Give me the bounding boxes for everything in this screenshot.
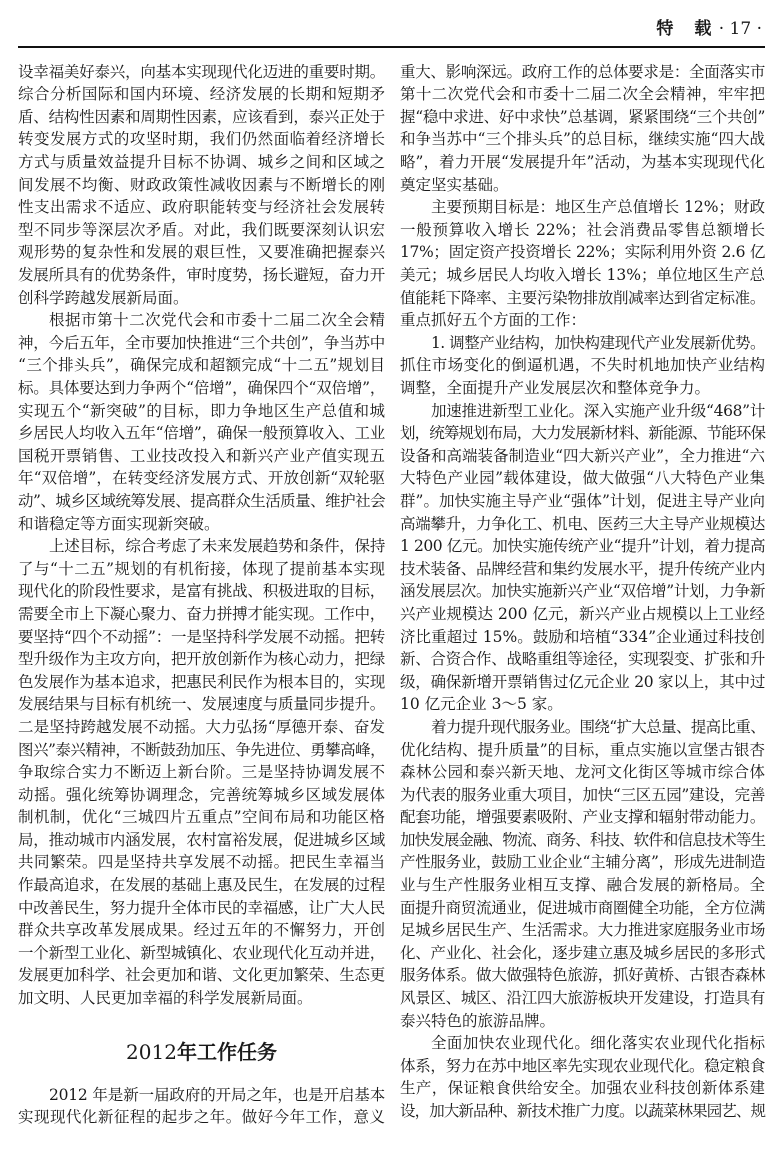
text-line: 实现现代化新征程的起步之年。做好今年工作，意义 — [18, 1108, 385, 1127]
text-line: 设，加大新品种、新技术推广力度。以蔬菜林果园艺、规 — [400, 1102, 765, 1120]
paragraph — [400, 400, 765, 716]
text-line: 需要全市上下凝心聚力、奋力拼搏才能实现。工作中， — [18, 604, 385, 623]
text-line: 美元；城乡居民人均收入增长 13%；单位地区生产总 — [400, 266, 765, 285]
text-line: 1. 调整产业结构，加快构建现代产业发展新优势。 — [431, 333, 765, 352]
text-line: 技术装备、品牌经营和集约发展水平，提升传统产业内 — [400, 559, 765, 578]
left-column — [18, 61, 385, 1129]
text-line: 服务体系。做大做强特色旅游，抓好黄桥、古银杏森林 — [400, 966, 765, 985]
page-number: · 17 · — [718, 19, 762, 39]
text-line: 型不同步等深层次矛盾。对此，我们既要深刻认识宏 — [18, 220, 385, 239]
text-line: 加快发展金融、物流、商务、科技、软件和信息技术等生 — [400, 830, 765, 849]
text-line: 图兴”泰兴精神，不断鼓劲加压、争先进位、勇攀高峰， — [18, 740, 385, 759]
text-line: 上述目标，综合考虑了未来发展趋势和条件，保持 — [49, 537, 385, 556]
text-line: 森林公园和泰兴新天地、龙河文化街区等城市综合体 — [400, 763, 765, 782]
text-line: 争取综合实力不断迈上新台阶。三是坚持协调发展不 — [18, 763, 385, 782]
text-line: 动摇。强化统筹协调理念，完善统筹城乡区域发展体 — [18, 785, 385, 804]
text-line: 制机制，优化“三城四片五重点”空间布局和功能区格 — [18, 808, 385, 827]
text-line: 局，推动城市内涵发展，农村富裕发展，促进城乡区域 — [18, 830, 385, 849]
text-line: 风景区、城区、沿江四大旅游板块开发建设，打造具有 — [400, 989, 765, 1008]
text-line: 奠定坚实基础。 — [400, 175, 509, 194]
left-paragraphs — [18, 61, 385, 1010]
text-line: 抓住市场变化的倒逼机遇，不失时机地加快产业结构 — [400, 356, 765, 375]
text-line: 新、合资合作、战略重组等途径，实现裂变、扩张和升 — [400, 650, 765, 669]
text-line: 方式与质量效益提升目标不协调、城乡之间和区域之 — [18, 153, 385, 172]
text-line: 发展更加科学、社会更加和谐、文化更加繁荣、生态更 — [18, 966, 385, 985]
text-line: 主要预期目标是：地区生产总值增长 12%；财政 — [431, 198, 765, 217]
text-line: 设幸福美好泰兴，向基本实现现代化迈进的重要时期。 — [18, 62, 385, 81]
text-line: 兴产业规模达 200 亿元，新兴产业占规模以上工业经 — [400, 604, 765, 623]
text-line: 观形势的复杂性和发展的艰巨性，又要准确把握泰兴 — [18, 243, 385, 262]
text-line: 略”，着力开展“发展提升年”活动，为基本实现现代化 — [400, 153, 765, 172]
text-line: 高端攀升，力争化工、机电、医药三大主导产业规模达 — [400, 514, 765, 533]
text-line: 17%；固定资产投资增长 22%；实际利用外资 2.6 亿 — [400, 243, 765, 262]
section-name: 特 载 — [656, 19, 714, 39]
paragraph — [400, 61, 765, 197]
text-line: 创科学跨越发展新局面。 — [18, 288, 189, 307]
text-line: 业与生产性服务业相互支撑、融合发展的新格局。全 — [400, 876, 765, 895]
text-line: 国税开票销售、工业技改投入和新兴产业产值实现五 — [18, 446, 385, 465]
text-line: 优化结构、提升质量”的目标，重点实施以宣堡古银杏 — [400, 740, 765, 759]
paragraph — [400, 196, 765, 332]
text-line: 发展所具有的优势条件，审时度势，扬长避短，奋力开 — [18, 266, 385, 285]
paragraph — [18, 61, 385, 310]
text-line: 间发展不均衡、财政政策性减收因素与不断增长的刚 — [18, 175, 385, 194]
paragraph — [400, 332, 765, 400]
text-line: 型升级作为主攻方向，把开放创新作为核心动力，把绿 — [18, 650, 385, 669]
text-line: 根据市第十二次党代会和市委十二届二次全会精 — [49, 311, 385, 330]
paragraph — [18, 535, 385, 1009]
text-line: 标。具体要达到力争两个“倍增”，确保四个“双倍增”， — [18, 379, 385, 397]
text-line: 加文明、人民更加幸福的科学发展新局面。 — [18, 989, 313, 1008]
text-line: 共同繁荣。四是坚持共享发展不动摇。把民生幸福当 — [18, 853, 385, 872]
text-line: 10 亿元企业 3～5 家。 — [400, 695, 563, 714]
text-line: 盾、结构性因素和周期性因素，应该看到，泰兴正处于 — [18, 107, 385, 126]
text-line: 重点抓好五个方面的工作： — [400, 311, 587, 330]
right-column — [400, 61, 765, 1123]
text-line: 群众共享改革发展成果。经过五年的不懈努力，开创 — [18, 921, 385, 940]
text-line: 现代化的阶段性要求，是富有挑战、积极进取的目标， — [18, 582, 385, 601]
text-line: 大特色产业园”载体建设，做大做强“八大特色产业集 — [400, 469, 765, 488]
paragraph — [400, 1032, 765, 1122]
text-line: 调整，全面提升产业发展层次和整体竞争力。 — [400, 379, 711, 397]
text-line: 全面加快农业现代化。细化落实农业现代化指标 — [431, 1034, 765, 1053]
text-line: 面提升商贸流通业，促进城市商圈健全功能，全方位满 — [400, 898, 765, 917]
text-line: 握“稳中求进、好中求快”总基调，紧紧围绕“三个共创” — [400, 107, 765, 126]
text-line: 作最高追求，在发展的基础上惠及民生，在发展的过程 — [18, 876, 385, 895]
text-line: 涵发展层次。加快实施新兴产业“双倍增”计划，力争新 — [400, 582, 765, 601]
section-heading — [18, 1032, 385, 1072]
text-line: 一般预算收入增长 22%；社会消费品零售总额增长 — [400, 220, 765, 239]
text-line: 和争当苏中“三个排头兵”的总目标，继续实施“四大战 — [400, 130, 765, 149]
text-line: 了与“十二五”规划的有机衔接，体现了提前基本实现 — [18, 559, 385, 578]
paragraph — [400, 716, 765, 1032]
text-line: 重大、影响深远。政府工作的总体要求是：全面落实市 — [400, 62, 765, 81]
text-line: 1 200 亿元。加快实施传统产业“提升”计划，着力提高 — [400, 537, 765, 556]
text-line: 生产，保证粮食供给安全。加强农业科技创新体系建 — [400, 1079, 765, 1098]
text-line: 神，今后五年，全市要加快推进“三个共创”，争当苏中 — [18, 333, 385, 352]
text-line: 2012 年是新一届政府的开局之年，也是开启基本 — [49, 1085, 385, 1104]
heading-title: 年工作任务 — [176, 1039, 277, 1064]
paragraph — [18, 309, 385, 535]
heading-year: 2012 — [126, 1039, 177, 1064]
text-line: 产性服务业，鼓励工业企业“主辅分离”，形成先进制造 — [400, 853, 765, 872]
right-paragraphs — [400, 61, 765, 1123]
text-line: 足城乡居民生产、生活需求。大力推进家庭服务业市场 — [400, 921, 765, 940]
text-line: 第十二次党代会和市委十二届二次全会精神，牢牢把 — [400, 85, 765, 104]
text-line: 值能耗下降率、主要污染物排放削减率达到省定标准。 — [400, 288, 765, 307]
text-line: 性支出需求不适应、政府职能转变与经济社会发展转 — [18, 198, 385, 217]
text-line: 实现五个“新突破”的目标，即力争地区生产总值和城 — [18, 401, 385, 420]
text-line: 群”。加快实施主导产业“强体”计划，促进主导产业向 — [400, 491, 765, 510]
running-head — [656, 16, 762, 42]
text-line: 转变发展方式的攻坚时期，我们仍然面临着经济增长 — [18, 130, 385, 149]
text-line: 色发展作为基本追求，把惠民利民作为根本目的，实现 — [18, 672, 385, 691]
text-line: 设备和高端装备制造业“四大新兴产业”，全力推进“六 — [400, 446, 765, 465]
text-line: 泰兴特色的旅游品牌。 — [400, 1011, 556, 1030]
header-rule — [18, 46, 765, 48]
text-line: 中改善民生，努力提升全体市民的幸福感，让广大人民 — [18, 898, 385, 917]
text-line: 和谐稳定等方面实现新突破。 — [18, 514, 220, 533]
text-line: 综合分析国际和国内环境、经济发展的长期和短期矛 — [18, 85, 385, 104]
text-line: 动”、城乡区域统筹发展、提高群众生活质量、维护社会 — [18, 491, 385, 510]
text-line: 划，统筹规划布局，大力发展新材料、新能源、节能环保 — [400, 424, 765, 443]
text-line: 二是坚持跨越发展不动摇。大力弘扬“厚德开泰、奋发 — [18, 717, 385, 736]
text-line: 要坚持“四个不动摇”：一是坚持科学发展不动摇。把转 — [18, 627, 385, 646]
text-line: 加速推进新型工业化。深入实施产业升级“468”计 — [431, 401, 765, 420]
text-line: 为代表的服务业重大项目，加快“三区五园”建设，完善 — [400, 785, 765, 804]
text-line: 化、产业化、社会化，逐步建立惠及城乡居民的多形式 — [400, 943, 765, 962]
text-line: 配套功能，增强要素吸附、产业支撑和辐射带动能力。 — [400, 808, 765, 827]
text-line: 乡居民人均收入五年“倍增”，确保一般预算收入、工业 — [18, 424, 385, 443]
text-line: 级，确保新增开票销售过亿元企业 20 家以上，其中过 — [400, 672, 765, 691]
text-line: 年“双倍增”，在转变经济发展方式、开放创新“双轮驱 — [18, 469, 385, 488]
paragraph — [18, 1084, 385, 1129]
text-line: 发展结果与目标有机统一、发展速度与质量同步提升。 — [18, 695, 385, 714]
text-line: 济比重超过 15%。鼓励和培植“334”企业通过科技创 — [400, 627, 765, 646]
text-line: 体系，努力在苏中地区率先实现农业现代化。稳定粮食 — [400, 1056, 765, 1075]
left-after-heading — [18, 1084, 385, 1129]
text-line: “三个排头兵”，确保完成和超额完成“十二五”规划目 — [18, 356, 385, 375]
text-line: 一个新型工业化、新型城镇化、农业现代化互动并进， — [18, 943, 385, 962]
text-line: 着力提升现代服务业。围绕“扩大总量、提高比重、 — [431, 717, 765, 736]
